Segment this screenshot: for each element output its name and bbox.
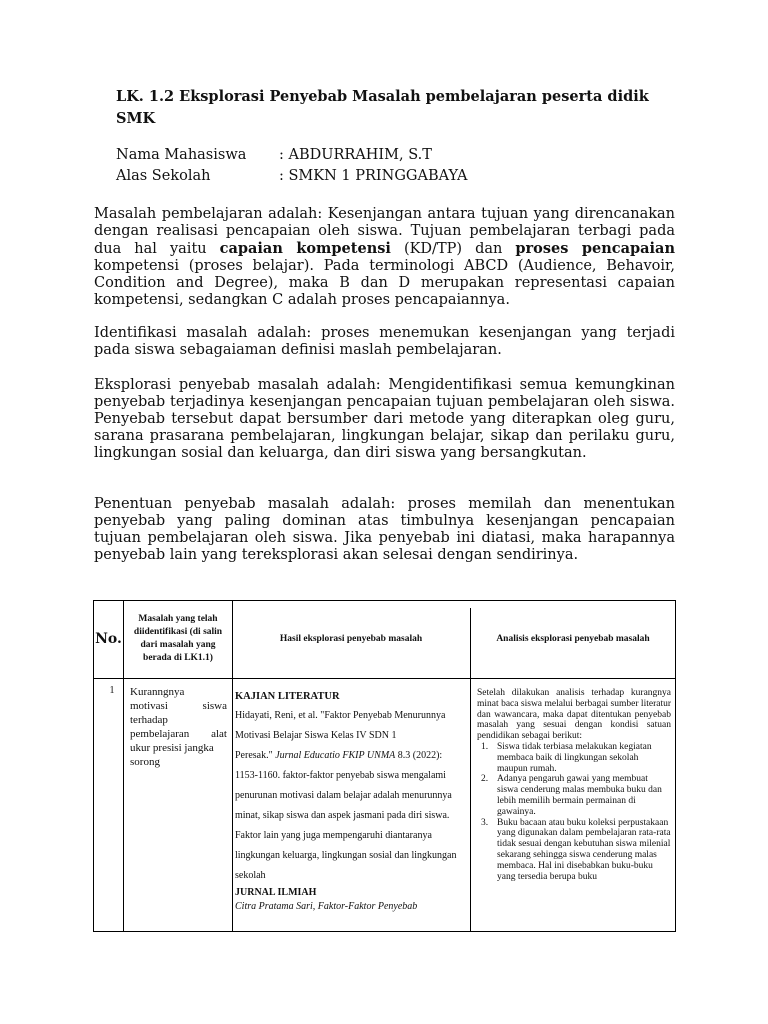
hasil-last-line <box>235 900 465 914</box>
masalah-line <box>130 713 227 727</box>
row1-analisis <box>477 688 671 882</box>
paragraph-penentuan: Penentuan penyebab masalah adalah: proses memilah dan menentukan penyebab yang paling dominan atas timbulnya kesenjangan pencapaian tujuan pembelajaran oleh siswa. Jika penyebab ini diatasi, maka harapannya penyebab lain yang tereksplorasi akan selesai dengan sendirinya. <box>94 496 675 563</box>
paragraph-masalah-pembelajaran <box>94 206 675 309</box>
hasil-line: Motivasi Belajar Siswa Kelas IV SDN 1 <box>235 730 397 741</box>
name-label: Nama Mahasiswa <box>116 147 247 163</box>
last-citation: Citra Pratama Sari, Faktor-Faktor Penyebab <box>235 901 418 912</box>
hasil-line: sekolah <box>235 870 266 881</box>
list-item <box>477 818 671 883</box>
hasil-line: Hidayati, Reni, et al. "Faktor Penyebab Menurunnya <box>235 710 446 721</box>
masalah-word: ukur presisi jangka <box>130 742 214 754</box>
masalah-word: siswa <box>202 700 227 712</box>
masalah-line <box>130 699 227 713</box>
kajian-literatur-heading: KAJIAN LITERATUR <box>235 691 340 702</box>
masalah-word: sorong <box>130 756 160 768</box>
p1-bold-proses: proses pencapaian <box>515 240 675 257</box>
analisis-list <box>477 742 671 882</box>
list-item <box>477 774 671 817</box>
hasil-line: minat, sikap siswa dan aspek jasmani pada diri siswa. <box>235 810 450 821</box>
table-border-col2 <box>232 600 233 932</box>
masalah-line <box>130 755 227 769</box>
school-value: : SMKN 1 PRINGGABAYA <box>279 168 468 184</box>
hasil-line: lingkungan keluarga, lingkungan sosial dan lingkungan <box>235 850 457 861</box>
identity-name-row <box>116 145 467 166</box>
identity-school-row <box>116 166 467 187</box>
jurnal-ilmiah-heading: JURNAL ILMIAH <box>235 887 317 898</box>
p1-text-c: (KD/TP) dan <box>390 241 516 257</box>
list-number: 1. <box>481 741 489 752</box>
hasil-line: 1153-1160. faktor-faktor penyebab siswa mengalami <box>235 770 446 781</box>
row1-number: 1 <box>109 685 115 696</box>
list-text: Siswa tidak terbiasa melakukan kegiatan membaca baik di lingkungan sekolah maupun rumah. <box>497 741 652 774</box>
table-border-bottom <box>93 931 676 932</box>
header-hasil: Hasil eksplorasi penyebab masalah <box>279 634 423 644</box>
row1-masalah <box>130 685 227 769</box>
hasil-line-citation <box>235 746 465 766</box>
p1-text-d: kompetensi (proses belajar). Pada terminologi ABCD (Audience, Behavoir, Condition and Degree), maka B dan D merupakan representasi capaian kompetensi, sedangkan C adalah proses pencapaiannya. <box>94 258 675 308</box>
school-label: Alas Sekolah <box>116 168 211 184</box>
citation-volume: 8.3 (2022): <box>395 750 443 761</box>
table-border-right <box>675 600 676 932</box>
citation-title: Peresak." <box>235 750 273 761</box>
table-border-col3 <box>470 608 471 932</box>
p1-bold-capaian: capaian kompetensi <box>219 240 391 257</box>
header-masalah: Masalah yang telah diidentifikasi (di salin dari masalah yang berada di LK1.1) <box>133 614 223 663</box>
masalah-word: terhadap <box>130 714 168 726</box>
hasil-line: Faktor lain yang juga mempengaruhi diantaranya <box>235 830 432 841</box>
list-number: 2. <box>481 774 489 785</box>
analisis-intro: Setelah dilakukan analisis terhadap kurangnya minat baca siswa melalui berbagai sumber literatur dan wawancara, maka dapat ditentukan penyebab masalah yang sesuai dengan kondisi satuan pendidikan sebagai berikut: <box>477 688 671 742</box>
list-number: 3. <box>481 817 489 828</box>
hasil-line: penurunan motivasi dalam belajar adalah menurunnya <box>235 790 452 801</box>
header-analisis: Analisis eksplorasi penyebab masalah <box>496 634 650 644</box>
name-value: : ABDURRAHIM, S.T <box>279 147 432 163</box>
identity-block <box>116 145 467 187</box>
list-text: Buku bacaan atau buku koleksi perpustakaan yang digunakan dalam pembelajaran rata-rata tidak sesuai dengan kebutuhan siswa milenial sekarang sehingga siswa cenderung malas membaca. Hal ini disebabkan buku-buku yang tersedia berupa buku <box>497 817 671 882</box>
masalah-word: alat <box>211 728 227 740</box>
masalah-line <box>130 685 227 699</box>
p1-text-a: Masalah pembelajaran adalah: Kesenjangan antara tujuan yang direncanakan dengan realisasi pencapaian oleh siswa. Tujuan pembelajaran terbagi pada dua hal yaitu <box>94 206 675 257</box>
masalah-word: pembelajaran <box>130 728 190 740</box>
paragraph-identifikasi: Identifikasi masalah adalah: proses menemukan kesenjangan yang terjadi pada siswa sebagaiaman definisi maslah pembelajaran. <box>94 325 675 358</box>
masalah-line <box>130 741 227 755</box>
list-item <box>477 742 671 774</box>
masalah-word: Kuranngnya <box>130 686 185 698</box>
masalah-word: motivasi <box>130 700 168 712</box>
table-border-header <box>93 678 676 679</box>
page-title: LK. 1.2 Eksplorasi Penyebab Masalah pembelajaran peserta didik SMK <box>116 88 649 127</box>
citation-journal: Jurnal Educatio FKIP UNMA <box>272 750 396 761</box>
paragraph-eksplorasi: Eksplorasi penyebab masalah adalah: Mengidentifikasi semua kemungkinan penyebab terjadinya kesenjangan pencapaian tujuan pembelajaran oleh siswa. Penyebab tersebut dapat bersumber dari metode yang diterapkan oleg guru, sarana prasarana pembelajaran, lingkungan belajar, sikap dan perilaku guru, lingkungan sosial dan keluarga, dan diri siswa yang bersangkutan. <box>94 377 675 461</box>
row1-hasil <box>235 688 465 914</box>
header-no: No. <box>95 631 122 647</box>
list-text: Adanya pengaruh gawai yang membuat siswa cenderung malas membuka buku dan lebih memilih bermain permainan di gawainya. <box>497 774 662 817</box>
masalah-line <box>130 727 227 741</box>
